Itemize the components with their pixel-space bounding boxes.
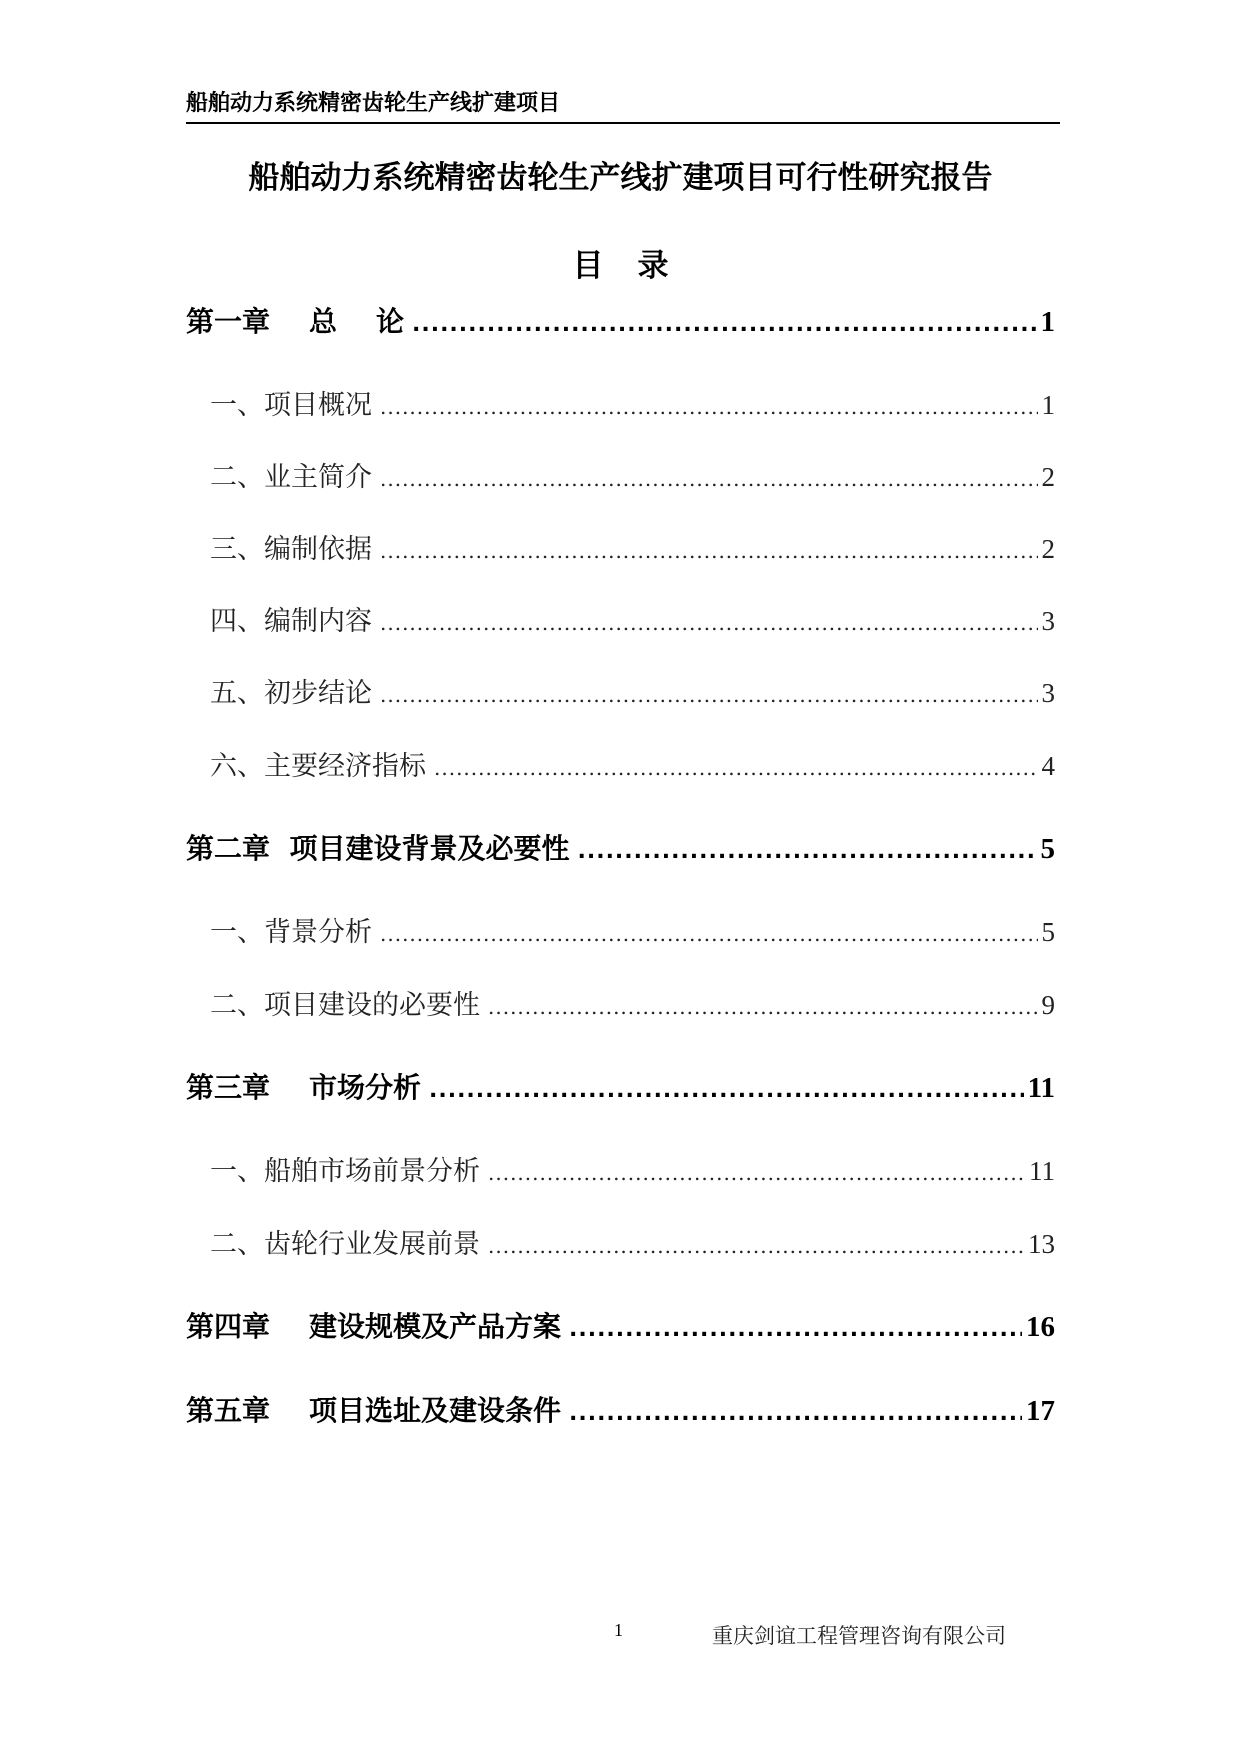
toc-entry-label: 二、项目建设的必要性 [210, 990, 480, 1021]
toc-entry-page: 5 [1040, 833, 1055, 865]
toc-entry[interactable] [210, 985, 1055, 1025]
running-header-title: 船舶动力系统精密齿轮生产线扩建项目 [186, 91, 561, 116]
toc-entry-label: 一、船舶市场前景分析 [210, 1156, 480, 1187]
toc-entry-label: 一、项目概况 [210, 390, 372, 421]
toc-entry-label: 二、齿轮行业发展前景 [210, 1229, 480, 1260]
toc-dot-leader [569, 1394, 1022, 1434]
toc-entry[interactable] [186, 1391, 1055, 1431]
document-title: 船舶动力系统精密齿轮生产线扩建项目可行性研究报告 [248, 160, 993, 196]
toc-dot-leader [578, 832, 1037, 872]
toc-entry[interactable] [186, 1307, 1055, 1347]
toc-entry-page: 16 [1026, 1311, 1055, 1343]
toc-entry-page: 9 [1041, 990, 1055, 1020]
toc-entry-label: 六、主要经济指标 [210, 751, 426, 782]
footer-company-name: 重庆剑谊工程管理咨询有限公司 [712, 1624, 1006, 1648]
toc-dot-leader [488, 1226, 1024, 1266]
toc-entry[interactable] [210, 529, 1055, 569]
toc-entry-page: 17 [1026, 1395, 1055, 1427]
toc-entry-label: 三、编制依据 [210, 534, 372, 565]
toc-entry-label: 二、业主简介 [210, 462, 372, 493]
toc-entry[interactable] [210, 457, 1055, 497]
toc-entry-page: 13 [1028, 1229, 1055, 1259]
toc-dot-leader [488, 1153, 1025, 1193]
toc-entry-label: 四、编制内容 [210, 606, 372, 637]
toc-entry[interactable] [210, 385, 1055, 425]
toc-entry[interactable] [210, 1151, 1055, 1191]
toc-dot-leader [380, 459, 1038, 499]
toc-dot-leader [380, 675, 1038, 715]
toc-entry[interactable] [210, 746, 1055, 786]
toc-entry[interactable] [186, 1068, 1055, 1108]
toc-entry-page: 1 [1041, 390, 1055, 420]
toc-dot-leader [380, 603, 1038, 643]
toc-dot-leader [488, 987, 1038, 1027]
toc-entry-label: 第四章 建设规模及产品方案 [186, 1310, 561, 1343]
toc-dot-leader [569, 1310, 1022, 1350]
toc-dot-leader [380, 387, 1038, 427]
toc-entry-label: 第一章 总 论 [186, 305, 404, 338]
toc-entry-page: 4 [1041, 751, 1055, 781]
toc-dot-leader [380, 531, 1038, 571]
footer-page-number: 1 [614, 1620, 623, 1640]
toc-entry-page: 3 [1041, 606, 1055, 636]
toc-entry-label: 一、背景分析 [210, 917, 372, 948]
toc-heading: 目录 [572, 248, 703, 284]
toc-entry-label: 第三章 市场分析 [186, 1071, 421, 1104]
toc-entry-page: 11 [1029, 1156, 1055, 1186]
toc-entry-page: 11 [1027, 1072, 1055, 1104]
toc-dot-leader [380, 914, 1038, 954]
toc-entry[interactable] [210, 912, 1055, 952]
page-footer [0, 1620, 1241, 1650]
toc-entry-page: 2 [1041, 462, 1055, 492]
toc-entry[interactable] [210, 673, 1055, 713]
toc-entry-page: 5 [1041, 917, 1055, 947]
toc-entry[interactable] [210, 601, 1055, 641]
toc-entry-page: 3 [1041, 678, 1055, 708]
toc-entry-label: 第五章 项目选址及建设条件 [186, 1394, 561, 1427]
toc-entry[interactable] [186, 829, 1055, 869]
toc-entry[interactable] [186, 302, 1055, 342]
toc-dot-leader [412, 305, 1037, 345]
toc-dot-leader [434, 748, 1038, 788]
toc-entry-label: 五、初步结论 [210, 678, 372, 709]
toc-entry[interactable] [210, 1224, 1055, 1264]
toc-dot-leader [429, 1071, 1024, 1111]
toc-entry-label: 第二章 项目建设背景及必要性 [186, 832, 570, 865]
toc-entry-page: 2 [1041, 534, 1055, 564]
toc-entry-page: 1 [1040, 306, 1055, 338]
